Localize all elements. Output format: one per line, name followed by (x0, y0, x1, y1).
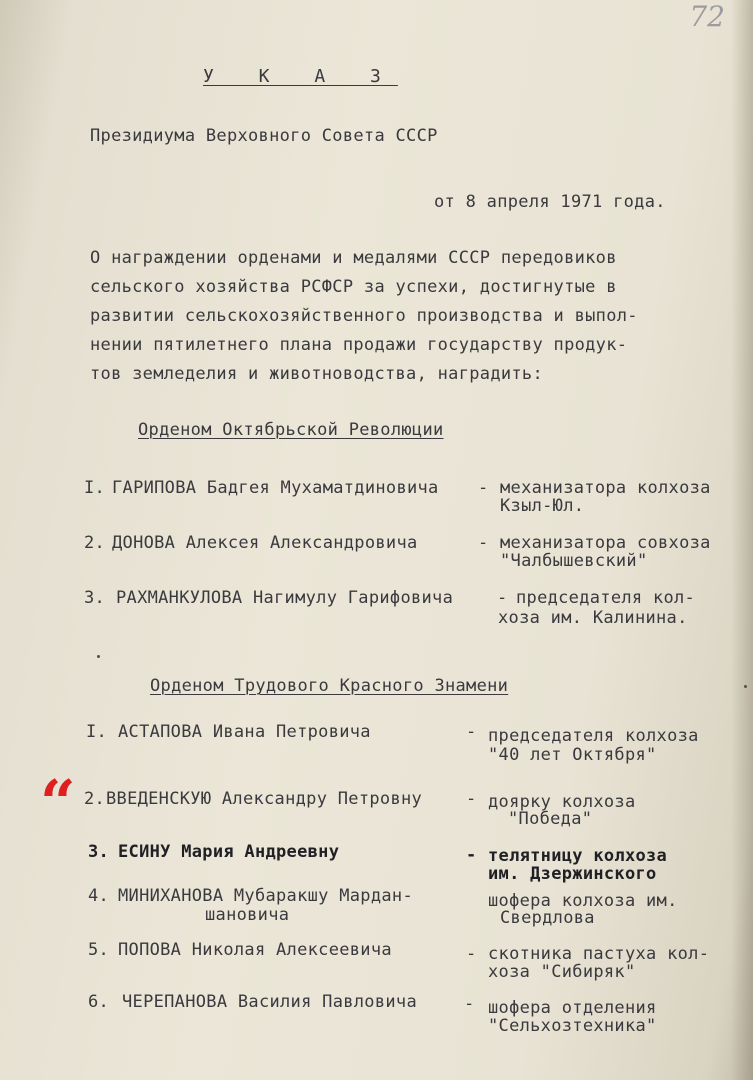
awardee-role: шофера колхоза им. (488, 891, 678, 911)
awardee-role: шофера отделения (488, 998, 657, 1018)
preamble-line: О награждении орденами и медалями СССР передовиков (90, 248, 617, 268)
preamble-line: сельского хозяйства РСФСР за успехи, достигнутые в (90, 277, 617, 297)
item-dash: - (478, 533, 489, 553)
item-dash: - (466, 845, 477, 865)
item-dash: - (478, 478, 489, 498)
item-dash: - (466, 722, 477, 742)
awardee-name: АСТАПОВА Ивана Петровича (118, 722, 371, 742)
item-number: 5. (88, 940, 110, 960)
awardee-role: "Чалбышевский" (500, 551, 648, 571)
item-dash: - (464, 994, 475, 1014)
section-heading: Орденом Трудового Красного Знамени (150, 676, 509, 696)
date-line: от 8 апреля 1971 года. (434, 192, 666, 212)
awardee-role: председателя колхоза (488, 726, 699, 746)
awardee-name: ЧЕРЕПАНОВА Василия Павловича (122, 992, 417, 1012)
ink-speck (744, 685, 747, 688)
awardee-role: телятницу колхоза (488, 846, 668, 866)
awardee-name: ВВЕДЕНСКУЮ Александру Петровну (106, 789, 423, 809)
awardee-role: хоза "Сибиряк" (488, 962, 636, 982)
awardee-name: ПОПОВА Николая Алексеевича (118, 940, 392, 960)
issuer-line: Президиума Верховного Совета СССР (90, 126, 438, 146)
preamble-line: развитии сельскохозяйственного производства и выпол- (90, 306, 638, 326)
item-number: 6. (88, 992, 110, 1012)
awardee-role: Свердлова (500, 908, 595, 928)
item-number: 3. (88, 842, 110, 862)
item-number: 2. (84, 789, 106, 809)
awardee-role: председателя кол- (516, 588, 696, 608)
item-number: 3. (84, 588, 106, 608)
item-number: 4. (88, 886, 110, 906)
preamble-line: тов земледелия и животноводства, наградить: (90, 364, 543, 384)
awardee-name: РАХМАНКУЛОВА Нагимулу Гарифовича (116, 588, 454, 608)
awardee-role: "Победа" (508, 809, 593, 829)
awardee-role: Кзыл-Юл. (500, 496, 585, 516)
section-heading: Орденом Октябрьской Революции (138, 420, 444, 440)
item-dash: - (466, 789, 477, 809)
awardee-name: ЕСИНУ Мария Андреевну (118, 842, 340, 862)
awardee-name: МИНИХАНОВА Мубаракшу Мардан- (118, 886, 413, 906)
document-title: У К А З (203, 66, 398, 87)
item-number: 2. (84, 533, 106, 553)
awardee-role: хоза им. Калинина. (498, 608, 688, 628)
awardee-name: ДОНОВА Алексея Александровича (112, 533, 418, 553)
page-number: 72 (689, 0, 725, 33)
awardee-role: им. Дзержинского (488, 864, 657, 884)
item-dash: - (497, 588, 508, 608)
page-edge-shadow (731, 0, 753, 1080)
awardee-role: доярку колхоза (488, 792, 636, 812)
awardee-role: "40 лет Октября" (488, 745, 657, 765)
awardee-role: "Сельхозтехника" (488, 1016, 657, 1036)
item-number: I. (86, 722, 108, 742)
awardee-role: механизатора колхоза (500, 478, 711, 498)
ink-speck (97, 655, 100, 658)
awardee-role: скотника пастуха кол- (488, 944, 710, 964)
awardee-name: ГАРИПОВА Бадгея Мухаматдиновича (112, 478, 439, 498)
item-dash: - (466, 944, 477, 964)
awardee-role: механизатора совхоза (500, 533, 711, 553)
red-quote-mark: “ (40, 766, 76, 839)
item-number: I. (84, 478, 106, 498)
awardee-name-continued: шановича (205, 905, 290, 925)
preamble-line: нении пятилетнего плана продажи государству продук- (90, 335, 628, 355)
